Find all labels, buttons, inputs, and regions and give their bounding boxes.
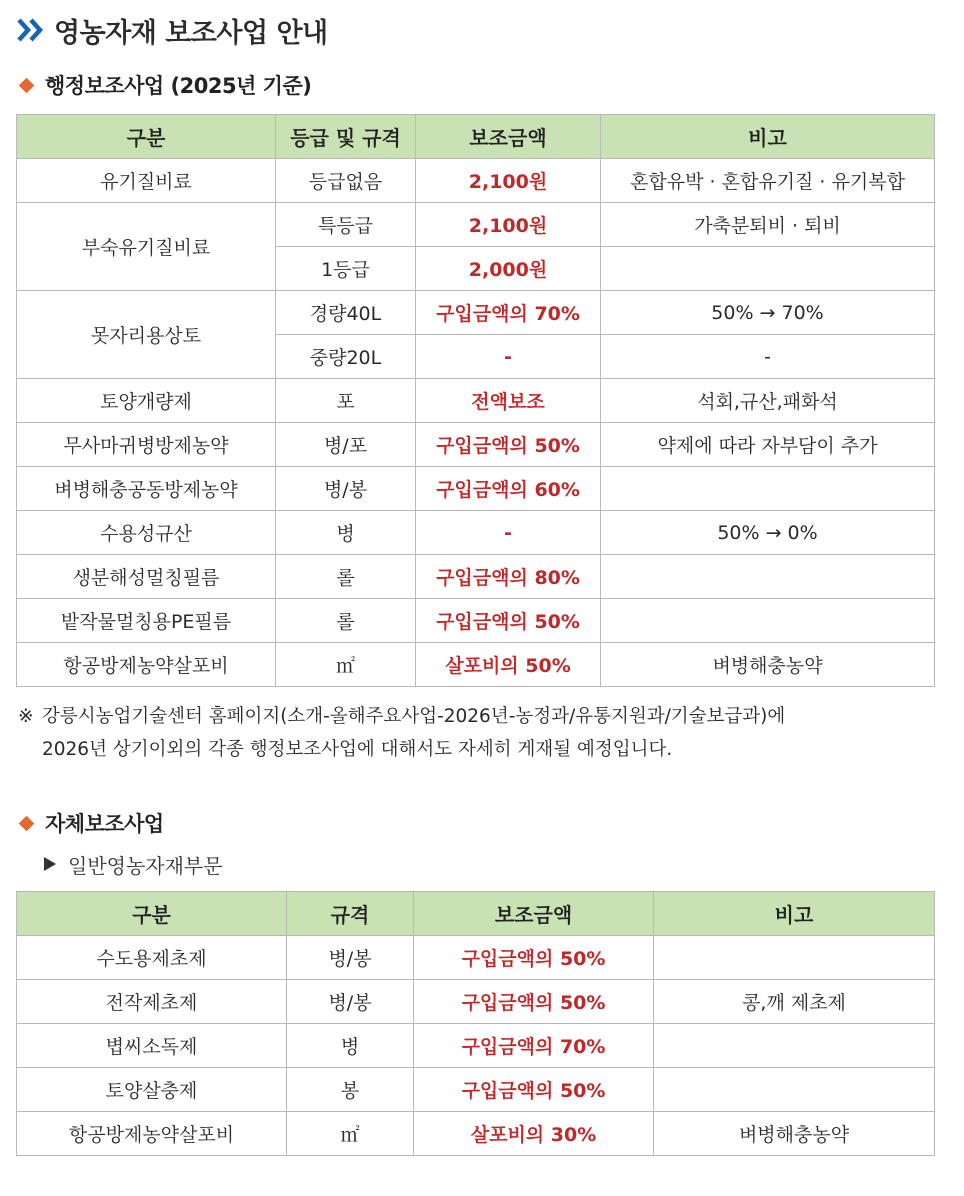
table-row [17,291,935,335]
table-header-row [17,892,935,936]
cell-amount: 2,100원 [416,159,601,203]
footnote [18,700,948,766]
cell-remarks [601,247,935,291]
table-row [17,511,935,555]
cell-remarks [601,555,935,599]
cell-grade: 포 [276,379,416,423]
cell-amount: 구입금액의 80% [416,555,601,599]
cell-category: 전작제초제 [17,980,287,1024]
double-chevron-right-icon [16,17,46,43]
cell-grade: 등급없음 [276,159,416,203]
cell-category: 무사마귀병방제농약 [17,423,276,467]
cell-remarks: 석회,규산,패화석 [601,379,935,423]
cell-amount: - [416,335,601,379]
footnote-line-1: 강릉시농업기술센터 홈페이지(소개-올해주요사업-2026년-농정과/유통지원과/기술보급과)에 [42,706,786,727]
cell-grade: 중량20L [276,335,416,379]
cell-remarks: 벼병해충농약 [601,643,935,687]
cell-grade: ㎡ [276,643,416,687]
cell-amount: 구입금액의 50% [414,936,654,980]
cell-amount: 2,000원 [416,247,601,291]
cell-amount: 구입금액의 70% [416,291,601,335]
cell-remarks: 약제에 따라 자부담이 추가 [601,423,935,467]
section-title-own-text: 자체보조사업 [45,812,164,836]
header-remarks: 비고 [601,115,935,159]
table-row [17,936,935,980]
header-remarks: 비고 [654,892,935,936]
cell-remarks: - [601,335,935,379]
table-row [17,159,935,203]
cell-grade: 롤 [276,599,416,643]
cell-category: 생분해성멀칭필름 [17,555,276,599]
cell-spec: 병/봉 [287,980,414,1024]
cell-amount: - [416,511,601,555]
cell-spec: 봉 [287,1068,414,1112]
cell-spec: 병 [287,1024,414,1068]
cell-grade: 특등급 [276,203,416,247]
cell-category: 못자리용상토 [17,291,276,379]
cell-amount: 2,100원 [416,203,601,247]
cell-remarks: 혼합유박 · 혼합유기질 · 유기복합 [601,159,935,203]
cell-category: 수용성규산 [17,511,276,555]
table-row [17,203,935,247]
cell-amount: 구입금액의 50% [416,423,601,467]
cell-category: 수도용제초제 [17,936,287,980]
own-subsidy-table [16,891,935,1156]
cell-remarks: 콩,깨 제초제 [654,980,935,1024]
footnote-line-2: 2026년 상기이외의 각종 행정보조사업에 대해서도 자세히 게재될 예정입니다. [42,739,673,760]
table-row [17,423,935,467]
cell-amount: 구입금액의 70% [414,1024,654,1068]
table-header-row [17,115,935,159]
cell-amount: 구입금액의 50% [414,1068,654,1112]
cell-amount: 전액보조 [416,379,601,423]
sub-title-text: 일반영농자재부문 [68,853,223,878]
table-row [17,555,935,599]
table-row [17,1068,935,1112]
section-title-admin [18,68,311,102]
cell-category: 항공방제농약살포비 [17,643,276,687]
page-title [16,8,328,52]
cell-category: 밭작물멀칭용PE필름 [17,599,276,643]
cell-spec: 병/봉 [287,936,414,980]
cell-grade: 병 [276,511,416,555]
cell-remarks: 벼병해충농약 [654,1112,935,1156]
cell-category: 항공방제농약살포비 [17,1112,287,1156]
reference-mark-icon: ※ [18,706,34,727]
cell-remarks: 50% → 70% [601,291,935,335]
cell-grade: 경량40L [276,291,416,335]
cell-remarks [601,467,935,511]
page-title-text: 영농자재 보조사업 안내 [54,17,328,49]
cell-remarks [654,1024,935,1068]
table-row [17,980,935,1024]
sub-title-general [44,848,223,880]
header-amount: 보조금액 [414,892,654,936]
table-row [17,379,935,423]
section-title-admin-text: 행정보조사업 (2025년 기준) [45,74,312,98]
cell-grade: 1등급 [276,247,416,291]
cell-remarks [601,599,935,643]
cell-remarks [654,1068,935,1112]
cell-spec: ㎡ [287,1112,414,1156]
table-row [17,643,935,687]
cell-category: 볍씨소독제 [17,1024,287,1068]
triangle-right-icon [44,857,56,871]
header-spec: 규격 [287,892,414,936]
cell-category: 부숙유기질비료 [17,203,276,291]
cell-amount: 구입금액의 50% [414,980,654,1024]
cell-amount: 구입금액의 60% [416,467,601,511]
header-amount: 보조금액 [416,115,601,159]
cell-grade: 병/포 [276,423,416,467]
cell-amount: 살포비의 50% [416,643,601,687]
table-row [17,1112,935,1156]
cell-category: 유기질비료 [17,159,276,203]
section-title-own [18,806,164,840]
header-grade-spec: 등급 및 규격 [276,115,416,159]
table-row [17,1024,935,1068]
cell-grade: 병/봉 [276,467,416,511]
diamond-bullet-icon [19,77,35,93]
header-category: 구분 [17,892,287,936]
cell-remarks: 50% → 0% [601,511,935,555]
cell-remarks: 가축분퇴비 · 퇴비 [601,203,935,247]
table-row [17,467,935,511]
cell-grade: 롤 [276,555,416,599]
cell-category: 토양개량제 [17,379,276,423]
table-row [17,599,935,643]
diamond-bullet-icon [19,815,35,831]
cell-remarks [654,936,935,980]
cell-amount: 살포비의 30% [414,1112,654,1156]
cell-amount: 구입금액의 50% [416,599,601,643]
cell-category: 토양살충제 [17,1068,287,1112]
admin-subsidy-table [16,114,935,687]
cell-category: 벼병해충공동방제농약 [17,467,276,511]
header-category: 구분 [17,115,276,159]
